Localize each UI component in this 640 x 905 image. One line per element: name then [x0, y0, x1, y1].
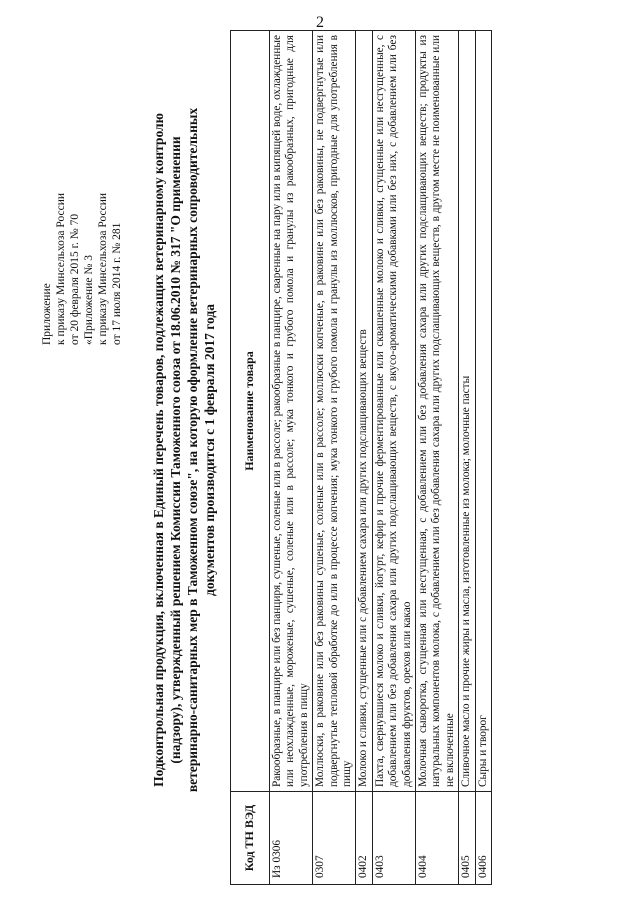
column-header-name: Наименование товара: [231, 31, 270, 792]
table-row: [270, 31, 313, 885]
appendix-note: [40, 45, 124, 345]
table-row: [459, 31, 475, 885]
goods-table: [230, 30, 492, 885]
appendix-line: от 20 февраля 2015 г. № 70: [69, 213, 81, 345]
name-cell: Сливочное масло и прочие жиры и масла, изготовленные из молока; молочные пасты: [459, 31, 475, 792]
code-cell: 0404: [416, 792, 459, 885]
name-cell: Молочная сыворотка, сгущенная или несгущенная, с добавлением или без добавления сахара или других подслащивающих веществ; продукты из натуральных компонентов молока, с добавлением или без добавления сахара или других подслащивающих веществ, в другом месте не поименованные или не включенные: [416, 31, 459, 792]
table-row: [313, 31, 356, 885]
appendix-line: Приложение: [41, 283, 53, 345]
appendix-line: от 17 июля 2014 г. № 281: [111, 222, 123, 345]
name-cell: Сыры и творог: [475, 31, 491, 792]
table-row: [475, 31, 491, 885]
table-row: [372, 31, 415, 885]
code-cell: 0402: [356, 792, 372, 885]
appendix-line: к приказу Минсельхоза России: [55, 192, 67, 345]
code-cell: 0405: [459, 792, 475, 885]
code-cell: 0403: [372, 792, 415, 885]
code-cell: Из 0306: [270, 792, 313, 885]
table-header-row: [231, 31, 270, 885]
heading-line: ветеринарно-санитарных мер в Таможенном союзе", на которую оформление ветеринарных сопроводительных: [185, 107, 200, 793]
code-cell: 0307: [313, 792, 356, 885]
heading-line: (надзору), утвержденный решением Комиссии Таможенного союза от 18.06.2010 № 317 "О применении: [168, 136, 183, 764]
document-heading: [150, 25, 218, 875]
heading-line: Подконтрольная продукция, включенная в Единый перечень товаров, подлежащих ветеринарному контролю: [151, 113, 166, 787]
name-cell: Ракообразные, в панцире или без панциря, сушеные, соленые или в рассоле; ракообразные в панцире, сваренные на пару или в кипящей воде, охлажденные или неохлажденные, мороженые, сушеные, соленые или в рассоле; мука тонкого и грубого помола и гранулы из ракообразных, пригодные для употребления в пищу: [270, 31, 313, 792]
page-number: 2: [316, 14, 324, 31]
name-cell: Пахта, свернувшиеся молоко и сливки, йогурт, кефир и прочие ферментированные или сквашенные молоко и сливки, сгущенные или несгущенные, с добавлением или без добавления сахара или других подслащивающих веществ, с вкусо-ароматическими добавками или без них, с добавлением или без добавления фруктов, орехов или какао: [372, 31, 415, 792]
heading-line: документов производится с 1 февраля 2017 года: [202, 304, 217, 596]
code-cell: 0406: [475, 792, 491, 885]
table-row: [356, 31, 372, 885]
name-cell: Моллюски, в раковине или без раковины сушеные, соленые или в рассоле; моллюски копченые, в раковине или без раковины, не подвергнутые или подвергнутые тепловой обработке до или в процессе копчения; мука тонкого и грубого помола и гранулы из моллюсков, пригодные для употребления в пищу: [313, 31, 356, 792]
table-row: [416, 31, 459, 885]
appendix-line: к приказу Минсельхоза России: [97, 192, 109, 345]
column-header-code: Код ТН ВЭД: [231, 792, 270, 885]
appendix-line: «Приложение № 3: [83, 255, 95, 345]
name-cell: Молоко и сливки, сгущенные или с добавлением сахара или других подслащивающих веществ: [356, 31, 372, 792]
